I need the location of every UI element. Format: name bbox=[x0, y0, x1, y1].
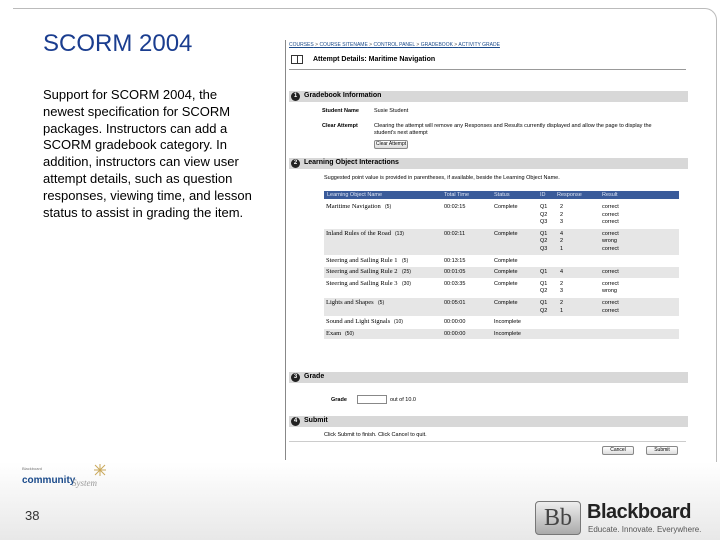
student-name-value: Susie Student bbox=[374, 108, 409, 114]
total-time: 00:02:11 bbox=[444, 230, 466, 237]
table-row-group bbox=[324, 256, 679, 267]
step-number-icon: 1 bbox=[291, 92, 300, 101]
table-row-group bbox=[324, 202, 679, 228]
column-header[interactable]: Learning Object Name bbox=[327, 192, 383, 198]
total-time: 00:00:00 bbox=[444, 319, 466, 326]
result: correct bbox=[602, 245, 619, 252]
total-time: 00:00:00 bbox=[444, 330, 466, 337]
response: 2 bbox=[560, 204, 564, 210]
breadcrumb-item: ACTIVITY GRADE bbox=[458, 42, 500, 48]
suggested-points: (25) bbox=[402, 269, 411, 276]
result: correct bbox=[602, 211, 619, 218]
breadcrumb-item[interactable]: CONTROL PANEL bbox=[373, 42, 415, 48]
question-id: Q3 bbox=[540, 245, 548, 252]
step-number-icon: 2 bbox=[291, 159, 300, 168]
column-header[interactable]: ID bbox=[540, 192, 546, 198]
breadcrumb-item[interactable]: COURSES bbox=[289, 42, 314, 48]
learning-object-name[interactable]: Inland Rules of the Road bbox=[326, 229, 391, 237]
question-id: Q1 bbox=[540, 300, 548, 306]
logo-tagline: Educate. Innovate. Everywhere. bbox=[588, 525, 702, 534]
status: Complete bbox=[494, 280, 518, 287]
total-time: 00:03:35 bbox=[444, 280, 466, 287]
suggested-points: (5) bbox=[385, 204, 392, 210]
suggested-points: (30) bbox=[402, 280, 411, 287]
total-time: 00:01:05 bbox=[444, 269, 466, 276]
community-system-logo bbox=[22, 466, 112, 496]
clear-attempt-button[interactable]: Clear Attempt bbox=[375, 141, 407, 147]
result: correct bbox=[602, 300, 619, 306]
logo-text: System bbox=[72, 478, 97, 488]
submit-instruction: Click Submit to finish. Click Cancel to quit. bbox=[324, 432, 427, 438]
clear-attempt-label: Clear Attempt bbox=[322, 123, 358, 129]
table-row-group bbox=[324, 229, 679, 255]
starburst-icon bbox=[92, 463, 108, 477]
suggested-points: (10) bbox=[394, 319, 403, 326]
slide-body-text: Support for SCORM 2004, the newest specification for SCORM packages. Instructors can add a SCORM gradebook category. In addition, instructors can view user attempt details, such as question responses, viewing time, and lesson status to assist in grading the item. bbox=[43, 87, 252, 220]
column-header[interactable]: Result bbox=[602, 192, 618, 198]
book-icon bbox=[291, 55, 303, 64]
status: Complete bbox=[494, 204, 518, 210]
logo-text: Blackboard bbox=[22, 466, 43, 471]
status: Complete bbox=[494, 230, 518, 237]
result: correct bbox=[602, 219, 619, 226]
response: 3 bbox=[560, 288, 564, 295]
column-header[interactable]: Total Time bbox=[444, 192, 470, 198]
table-header bbox=[324, 191, 679, 199]
column-header[interactable]: Response bbox=[557, 192, 582, 198]
total-time: 00:05:01 bbox=[444, 300, 466, 306]
status: Complete bbox=[494, 257, 518, 264]
learning-object-name[interactable]: Steering and Sailing Rule 3 bbox=[326, 279, 398, 287]
grade-label: Grade bbox=[331, 397, 347, 403]
attempt-details-screenshot bbox=[285, 40, 687, 460]
status: Incomplete bbox=[494, 319, 521, 326]
learning-object-name[interactable]: Lights and Shapes bbox=[326, 299, 374, 306]
status: Complete bbox=[494, 300, 518, 306]
question-id: Q1 bbox=[540, 269, 548, 276]
total-time: 00:02:15 bbox=[444, 204, 466, 210]
section-header-submit bbox=[289, 416, 688, 427]
learning-object-name[interactable]: Exam bbox=[326, 329, 342, 337]
question-id: Q2 bbox=[540, 307, 548, 314]
grade-max: out of 10.0 bbox=[390, 397, 416, 403]
breadcrumb: COURSES > COURSE SITENAME > CONTROL PANEL > GRADEBOOK > ACTIVITY GRADE bbox=[289, 42, 500, 48]
table-row-group bbox=[324, 279, 679, 297]
result: correct bbox=[602, 280, 619, 287]
result: correct bbox=[602, 269, 619, 276]
breadcrumb-item[interactable]: GRADEBOOK bbox=[420, 42, 453, 48]
status: Complete bbox=[494, 269, 518, 276]
step-number-icon: 3 bbox=[291, 373, 300, 382]
blackboard-logo bbox=[535, 498, 710, 538]
submit-button[interactable]: Submit bbox=[646, 446, 678, 455]
response: 4 bbox=[560, 230, 564, 237]
divider bbox=[289, 441, 686, 442]
step-number-icon: 4 bbox=[291, 417, 300, 426]
logo-text: community bbox=[22, 475, 76, 486]
cancel-button[interactable]: Cancel bbox=[602, 446, 634, 455]
question-id: Q1 bbox=[540, 230, 548, 237]
table-row-group bbox=[324, 298, 679, 316]
section-label: Gradebook Information bbox=[304, 92, 382, 99]
section-header-grade bbox=[289, 372, 688, 383]
logo-text: Blackboard bbox=[587, 501, 691, 523]
table-row-group bbox=[324, 267, 679, 278]
question-id: Q2 bbox=[540, 288, 548, 295]
suggested-points: (50) bbox=[345, 330, 354, 337]
section-header-gradebook bbox=[289, 91, 688, 102]
learning-object-name[interactable]: Steering and Sailing Rule 1 bbox=[326, 256, 398, 264]
response: 1 bbox=[560, 307, 564, 314]
bb-mark-icon: Bb bbox=[535, 501, 581, 535]
learning-object-name[interactable]: Maritime Navigation bbox=[326, 203, 381, 210]
section-label: Learning Object Interactions bbox=[304, 159, 399, 166]
response: 4 bbox=[560, 269, 564, 276]
response: 2 bbox=[560, 238, 564, 245]
response: 3 bbox=[560, 219, 564, 226]
suggested-points: (5) bbox=[402, 257, 409, 264]
page-header bbox=[289, 53, 686, 67]
section-header-interactions bbox=[289, 158, 688, 169]
clear-attempt-description: Clearing the attempt will remove any Responses and Results currently displayed and allow the page to display the student's next attempt bbox=[374, 123, 652, 136]
breadcrumb-item[interactable]: COURSE SITENAME bbox=[319, 42, 368, 48]
learning-object-name[interactable]: Sound and Light Signals bbox=[326, 318, 391, 326]
suggested-points: (13) bbox=[395, 230, 404, 237]
response: 2 bbox=[560, 280, 564, 287]
result: wrong bbox=[602, 288, 617, 295]
question-id: Q2 bbox=[540, 211, 548, 218]
status: Incomplete bbox=[494, 330, 521, 337]
response: 2 bbox=[560, 211, 564, 218]
grade-input[interactable] bbox=[357, 395, 387, 404]
student-name-label: Student Name bbox=[322, 108, 359, 114]
table-row-group bbox=[324, 317, 679, 328]
learning-object-name[interactable]: Steering and Sailing Rule 2 bbox=[326, 268, 398, 276]
result: correct bbox=[602, 230, 619, 237]
question-id: Q3 bbox=[540, 219, 548, 226]
question-id: Q1 bbox=[540, 204, 548, 210]
suggested-points: (5) bbox=[378, 300, 385, 306]
response: 1 bbox=[560, 245, 564, 252]
column-header[interactable]: Status bbox=[494, 192, 510, 198]
page-number: 38 bbox=[25, 508, 40, 523]
interactions-note: Suggested point value is provided in parentheses, if available, beside the Learning Object Name. bbox=[324, 175, 560, 181]
divider bbox=[289, 69, 686, 70]
section-label: Grade bbox=[304, 373, 325, 380]
slide-title: SCORM 2004 bbox=[43, 30, 193, 57]
total-time: 00:13:15 bbox=[444, 257, 466, 264]
question-id: Q2 bbox=[540, 238, 548, 245]
page-title: Attempt Details: Maritime Navigation bbox=[313, 56, 436, 63]
result: wrong bbox=[602, 238, 617, 245]
result: correct bbox=[602, 204, 619, 210]
section-label: Submit bbox=[304, 417, 328, 424]
table-row-group bbox=[324, 329, 679, 340]
response: 2 bbox=[560, 300, 564, 306]
question-id: Q1 bbox=[540, 280, 548, 287]
result: correct bbox=[602, 307, 619, 314]
